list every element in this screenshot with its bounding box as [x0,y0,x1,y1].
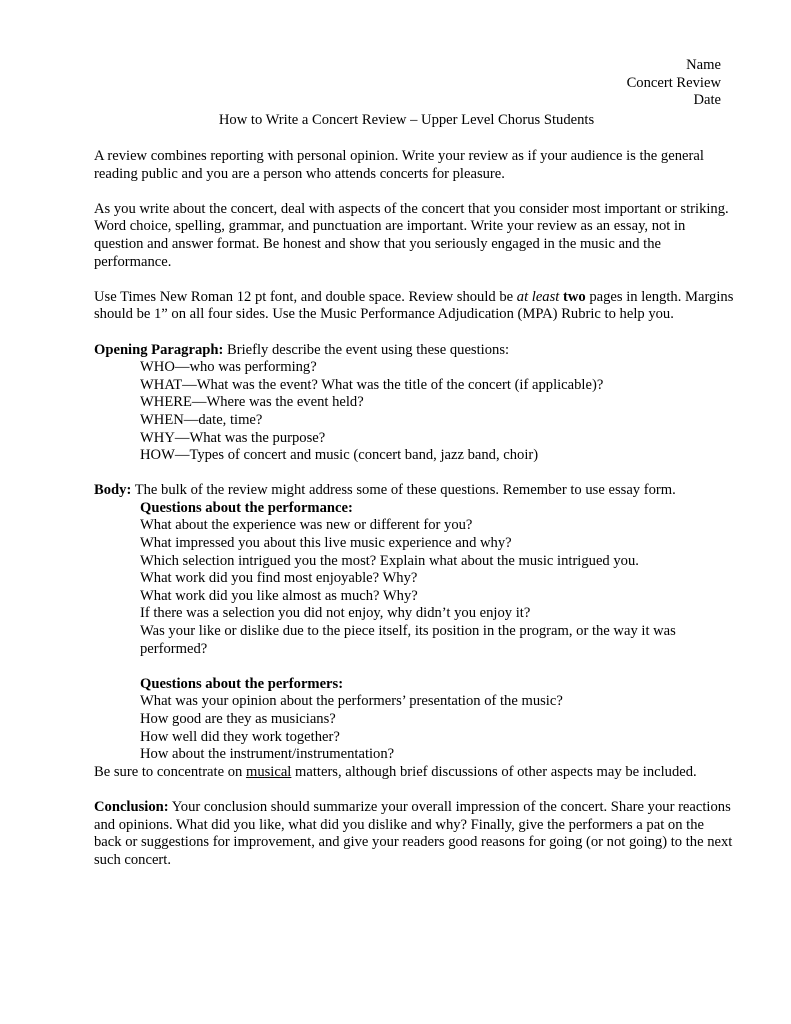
opening-question: WHO—who was performing? [140,359,317,376]
note-text-post: matters, although brief discussions of other aspects may be included. [291,763,697,780]
performance-question-list [140,500,734,764]
intro-paragraph-1: A review combines reporting with personal opinion. Write your review as if your audience is the general reading public and you are a person who attends concerts for pleasure. [94,148,704,182]
performers-question: How about the instrument/instrumentation? [140,746,395,763]
header-block [627,57,721,110]
header-date: Date [693,92,721,109]
opening-text: Briefly describe the event using these questions: [223,341,510,358]
performers-question: How well did they work together? [140,728,340,745]
header-review: Concert Review [626,74,721,91]
format-two: two [563,288,586,305]
note-text-pre: Be sure to concentrate on [94,763,246,780]
body-note [94,764,734,782]
document-content [94,148,734,869]
conclusion-text: Your conclusion should summarize your overall impression of the concert. Share your reactions and opinions. What did you like, what did you dislike and why? Finally, give the performers a pat on the back or suggestions for improvement, and give your readers good reasons for going (or not going) to the next such concert. [94,798,733,868]
performance-heading: Questions about the performance: [140,499,353,516]
performance-question: What work did you find most enjoyable? Why? [140,570,418,587]
opening-label: Opening Paragraph: [94,341,224,358]
performance-question: If there was a selection you did not enjoy, why didn’t you enjoy it? [140,605,531,622]
note-underlined-word: musical [245,763,292,780]
opening-question: WHERE—Where was the event held? [140,394,364,411]
format-at-least: at least [516,288,560,305]
conclusion-label: Conclusion: [94,798,169,815]
format-text-pre: Use Times New Roman 12 pt font, and double space. Review should be [94,288,517,305]
body-paragraph [94,482,734,500]
performers-question: What was your opinion about the performers’ presentation of the music? [140,693,563,710]
header-name: Name [686,57,721,73]
performers-question: How good are they as musicians? [140,711,336,727]
opening-question: WHY—What was the purpose? [140,429,326,446]
document-title: How to Write a Concert Review – Upper Level Chorus Students [218,112,595,128]
intro-paragraph-2: As you write about the concert, deal with aspects of the concert that you consider most important or striking. Word choice, spelling, grammar, and punctuation are important. Write your review as an essay, not in question and answer format. Be honest and show that you seriously engaged in the music and the performance. [94,200,729,270]
performers-heading: Questions about the performers: [140,675,344,692]
performance-question: What work did you like almost as much? Why? [140,587,418,604]
opening-question: WHEN—date, time? [140,411,263,428]
performance-question: What impressed you about this live music experience and why? [140,535,512,552]
opening-question: HOW—Types of concert and music (concert band, jazz band, choir) [140,447,539,464]
format-paragraph [94,289,734,324]
performance-question: What about the experience was new or different for you? [140,517,473,534]
opening-question-list [140,359,734,465]
performance-question: Was your like or dislike due to the piece itself, its position in the program, or the way it was performed? [140,623,676,657]
performance-question: Which selection intrigued you the most? Explain what about the music intrigued you. [140,552,639,569]
body-text: The bulk of the review might address some of these questions. Remember to use essay form. [131,482,676,499]
opening-paragraph [94,342,734,360]
conclusion-paragraph [94,799,734,869]
body-label: Body: [94,482,132,499]
opening-question: WHAT—What was the event? What was the title of the concert (if applicable)? [140,376,604,393]
format-text-post: pages in length. Margins should be 1” on all four sides. Use the Music Performance Adjudication (MPA) Rubric to help you. [94,288,734,323]
